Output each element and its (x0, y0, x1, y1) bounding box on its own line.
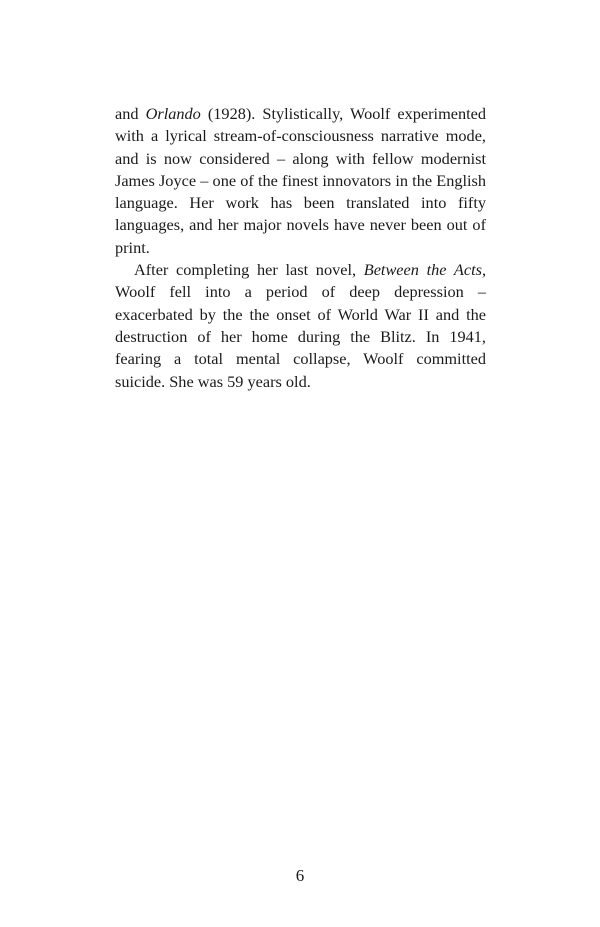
paragraph-1-text-end: (1928). Stylistically, Woolf experimented with a lyrical stream-of-consciousness narrative mode, and is now considered – along with fellow modernist James Joyce – one of the finest innovators in the English language. Her work has been translated into fifty languages, and her major novels have never been out of print. (115, 104, 486, 257)
paragraph-2-text-end: , Woolf fell into a period of deep depression – exacerbated by the the onset of World War II and the destruction of her home during the Blitz. In 1941, fearing a total mental collapse, Woolf committed suicide. She was 59 years old. (115, 260, 487, 391)
paragraph-2-book-title: Between the Acts (363, 260, 482, 280)
paragraph-1 (115, 103, 486, 259)
paragraph-2 (115, 259, 486, 393)
body-text (115, 103, 486, 393)
page-number: 6 (295, 866, 305, 885)
paragraph-1-book-title: Orlando (145, 104, 201, 123)
paragraph-1-text-start: and (115, 104, 146, 123)
paragraph-2-text-start: After completing her last novel, (134, 260, 364, 280)
